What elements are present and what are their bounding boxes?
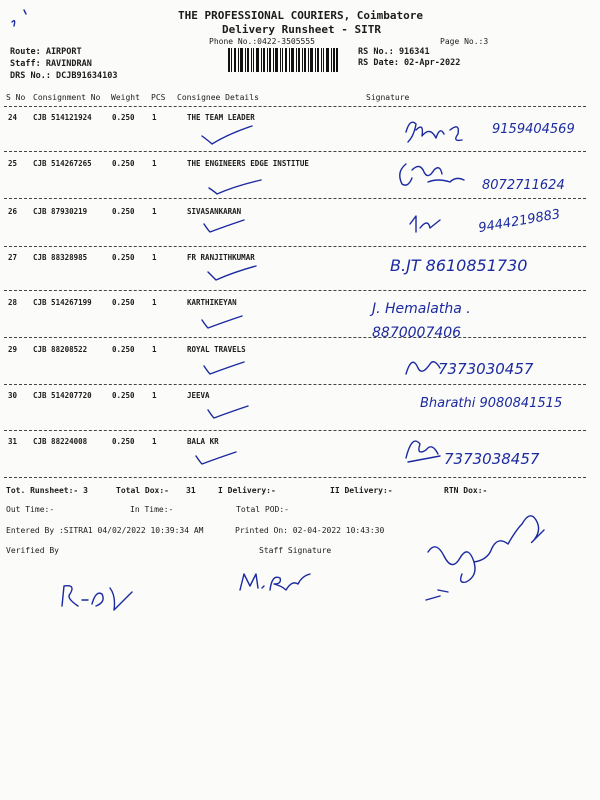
total-dox-value: 31	[186, 486, 196, 495]
col-pcs: PCS	[151, 93, 166, 102]
drs-number: DRS No.: DCJB91634103	[10, 71, 118, 81]
tick-mark	[200, 356, 250, 378]
tick-mark	[192, 446, 242, 468]
col-sno: S No	[6, 93, 26, 102]
stamp-signature	[418, 500, 568, 610]
tick-mark	[204, 262, 260, 284]
row-pcs: 1	[152, 253, 157, 262]
recipient-signature	[394, 156, 474, 192]
recipient-signature	[400, 112, 470, 152]
row-consignee: ROYAL TRAVELS	[187, 345, 246, 354]
phone-number: Phone No.:0422-3505555	[209, 37, 315, 46]
return-dox: RTN Dox:-	[444, 486, 488, 495]
row-divider	[4, 430, 586, 431]
row-consignment: CJB 514121924	[33, 113, 92, 122]
row-sno: 25	[8, 159, 18, 168]
col-consignment: Consignment No	[33, 93, 101, 102]
rs-date: RS Date: 02-Apr-2022	[358, 58, 461, 68]
staff-signature-label: Staff Signature	[259, 546, 332, 555]
tick-mark	[205, 176, 265, 198]
row-divider	[4, 477, 586, 478]
row-weight: 0.250	[112, 113, 135, 122]
recipient-signature	[398, 430, 448, 466]
recipient-phone: 7373030457	[438, 360, 534, 378]
col-consignee: Consignee Details	[177, 93, 259, 102]
row-weight: 0.250	[112, 345, 135, 354]
recipient-phone: 8072711624	[482, 178, 565, 193]
out-time: Out Time:-	[6, 505, 55, 514]
tick-mark	[204, 400, 254, 422]
row-weight: 0.250	[112, 437, 135, 446]
total-runsheet: Tot. Runsheet:- 3	[6, 486, 88, 495]
row-divider	[4, 246, 586, 247]
row-pcs: 1	[152, 437, 157, 446]
row-consignee: JEEVA	[187, 391, 210, 400]
recipient-signature-phone: Bharathi 9080841515	[420, 396, 563, 411]
recipient-signature-phone: B.JT 8610851730	[390, 256, 528, 275]
row-sno: 26	[8, 207, 18, 216]
staff-signature	[236, 566, 316, 596]
recipient-phone: 9444219883	[477, 206, 562, 237]
entered-by: Entered By :SITRA1 04/02/2022 10:39:34 AM	[6, 526, 204, 535]
row-divider	[4, 151, 586, 152]
col-weight: Weight	[111, 93, 140, 102]
row-weight: 0.250	[112, 391, 135, 400]
corner-mark	[4, 4, 44, 34]
recipient-signature	[406, 210, 446, 236]
row-consignment: CJB 514267265	[33, 159, 92, 168]
first-delivery: I Delivery:-	[218, 486, 276, 495]
verified-by-label: Verified By	[6, 546, 59, 555]
row-consignment: CJB 88208522	[33, 345, 88, 354]
row-consignee: BALA KR	[187, 437, 219, 446]
row-consignment: CJB 514207720	[33, 391, 92, 400]
verifier-signature	[56, 580, 146, 614]
rs-number: RS No.: 916341	[358, 47, 430, 57]
tick-mark	[200, 214, 250, 236]
second-delivery: II Delivery:-	[330, 486, 393, 495]
row-sno: 24	[8, 113, 18, 122]
row-divider	[4, 290, 586, 291]
row-consignee: FR RANJITHKUMAR	[187, 253, 255, 262]
row-pcs: 1	[152, 159, 157, 168]
document-title: Delivery Runsheet - SITR	[222, 23, 381, 36]
row-consignee: THE ENGINEERS EDGE INSTITUE	[187, 159, 309, 168]
row-pcs: 1	[152, 207, 157, 216]
row-consignment: CJB 88224008	[33, 437, 88, 446]
tick-mark	[198, 122, 258, 152]
staff: Staff: RAVINDRAN	[10, 59, 92, 69]
row-consignee: THE TEAM LEADER	[187, 113, 255, 122]
row-pcs: 1	[152, 391, 157, 400]
row-weight: 0.250	[112, 207, 135, 216]
recipient-signature-phone: J. Hemalatha . 8870007406	[372, 301, 471, 341]
row-pcs: 1	[152, 298, 157, 307]
row-weight: 0.250	[112, 298, 135, 307]
col-signature: Signature	[366, 93, 410, 102]
drs-barcode	[228, 48, 338, 72]
company-name: THE PROFESSIONAL COURIERS, Coimbatore	[178, 9, 424, 22]
row-divider	[4, 384, 586, 385]
page-number: Page No.:3	[440, 37, 489, 46]
row-sno: 30	[8, 391, 18, 400]
route: Route: AIRPORT	[10, 47, 82, 57]
header-divider	[4, 106, 586, 107]
row-sno: 28	[8, 298, 18, 307]
row-sno: 31	[8, 437, 18, 446]
recipient-phone: 7373038457	[444, 450, 540, 468]
row-consignment: CJB 88328985	[33, 253, 88, 262]
printed-on: Printed On: 02-04-2022 10:43:30	[235, 526, 385, 535]
row-consignee: KARTHIKEYAN	[187, 298, 237, 307]
recipient-phone: 9159404569	[492, 122, 575, 137]
row-weight: 0.250	[112, 253, 135, 262]
row-consignment: CJB 87930219	[33, 207, 88, 216]
row-sno: 27	[8, 253, 18, 262]
total-dox-label: Total Dox:-	[116, 486, 169, 495]
row-consignment: CJB 514267199	[33, 298, 92, 307]
row-pcs: 1	[152, 345, 157, 354]
tick-mark	[198, 312, 248, 332]
row-consignee: SIVASANKARAN	[187, 207, 242, 216]
row-divider	[4, 198, 586, 199]
row-weight: 0.250	[112, 159, 135, 168]
in-time: In Time:-	[130, 505, 174, 514]
row-pcs: 1	[152, 113, 157, 122]
row-sno: 29	[8, 345, 18, 354]
row-divider	[4, 337, 586, 338]
total-pod: Total POD:-	[236, 505, 289, 514]
